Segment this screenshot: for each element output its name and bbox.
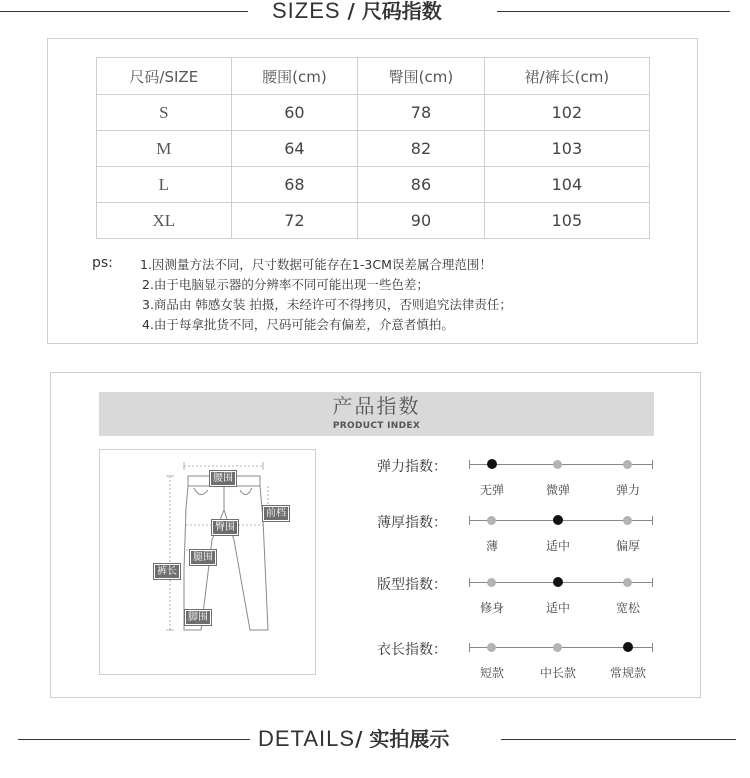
table-row [97,95,650,131]
details-title-zh: 实拍展示 [369,727,450,751]
index-dot [487,643,496,652]
details-section-title [258,724,449,754]
elasticity-index-row [377,456,657,496]
length-cell: 103 [484,131,649,167]
hip-cell: 82 [358,131,485,167]
index-dot [553,515,563,525]
index-dot [553,460,562,469]
size-cell: L [97,167,232,203]
index-option: 弹力 [615,483,641,497]
product-index-box [50,372,701,698]
sizes-title-zh: 尺码指数 [361,0,442,23]
index-label: 弹力指数： [377,459,447,475]
index-option: 薄 [485,539,499,553]
index-dot [487,459,497,469]
size-header-cell: 尺码/SIZE [97,58,232,95]
note-item: 4.由于每拿批货不同，尺码可能会有偏差，介意者慎拍。 [142,317,454,332]
size-chart-box [47,38,698,344]
scale-tick [469,460,470,469]
product-index-title: 产品指数 [332,394,421,418]
diagram-tag-thigh: 腿围 [190,550,216,565]
index-scale [469,464,653,497]
index-dot [487,578,496,587]
header-line-right [497,11,730,12]
note-item: 3.商品由 韩感女装 拍摄，未经许可不得拷贝，否则追究法律责任； [142,297,512,312]
index-option: 偏厚 [615,539,641,553]
length-cell: 105 [484,203,649,239]
index-option: 适中 [545,601,571,615]
waist-header-cell: 腰围(cm) [231,58,358,95]
scale-tick [652,578,653,587]
index-dot [553,643,562,652]
scale-tick [652,460,653,469]
details-title-en: DETAILS [258,726,356,751]
waist-cell: 64 [231,131,358,167]
index-option: 无弹 [479,483,505,497]
length-cell: 104 [484,167,649,203]
size-cell: XL [97,203,232,239]
index-option: 常规款 [609,666,647,680]
diagram-tag-waist: 腰围 [210,471,236,486]
table-row [97,167,650,203]
hip-header-cell: 臀围(cm) [358,58,485,95]
index-label: 版型指数： [377,577,447,593]
diagram-tag-length: 裤长 [154,564,180,579]
index-dot [623,460,632,469]
note-item: 2.由于电脑显示器的分辨率不同可能出现一些色差； [142,277,429,292]
size-cell: S [97,95,232,131]
index-dot [623,516,632,525]
product-index-banner [99,392,654,436]
scale-tick [652,643,653,652]
index-dot [553,577,563,587]
fit-index-row [377,574,657,614]
waist-cell: 72 [231,203,358,239]
index-option: 微弹 [545,483,571,497]
pants-measurement-diagram [99,449,316,675]
length-header-cell: 裙/裤长(cm) [484,58,649,95]
index-option: 宽松 [615,601,641,615]
length-index-row [377,639,657,679]
index-label: 薄厚指数： [377,515,447,531]
product-index-subtitle: PRODUCT INDEX [332,421,421,431]
index-option: 适中 [545,539,571,553]
notes-prefix: ps: [92,255,113,271]
scale-tick [652,516,653,525]
waist-cell: 68 [231,167,358,203]
notes-list [140,255,660,335]
hip-cell: 90 [358,203,485,239]
table-row [97,203,650,239]
index-dot [487,516,496,525]
sizes-section-title [272,0,442,26]
details-title-sep: / [355,727,370,751]
sizes-title-sep: / [340,0,362,23]
index-scale [469,520,653,553]
index-option: 修身 [479,601,505,615]
sizes-section-header [0,0,750,26]
index-scale [469,647,653,680]
length-cell: 102 [484,95,649,131]
header-line-left [18,739,250,740]
index-label: 衣长指数： [377,642,447,658]
index-scale [469,582,653,615]
size-table [96,57,650,239]
header-line-left [0,11,248,12]
scale-tick [469,516,470,525]
hip-cell: 86 [358,167,485,203]
sizes-title-en: SIZES [272,0,341,23]
diagram-tag-front-rise: 前档 [263,506,289,521]
header-line-right [501,739,736,740]
diagram-tag-hip: 臀围 [212,520,238,535]
size-table-header-row [97,58,650,95]
details-section-header [0,724,750,754]
size-cell: M [97,131,232,167]
waist-cell: 60 [231,95,358,131]
table-row [97,131,650,167]
index-dot [623,642,633,652]
note-item: 1.因测量方法不同，尺寸数据可能存在1-3CM误差属合理范围！ [140,257,492,272]
scale-tick [469,578,470,587]
index-option: 中长款 [539,666,577,680]
diagram-tag-hem: 脚围 [185,610,211,625]
hip-cell: 78 [358,95,485,131]
scale-tick [469,643,470,652]
index-dot [623,578,632,587]
index-option: 短款 [479,666,505,680]
thickness-index-row [377,512,657,552]
